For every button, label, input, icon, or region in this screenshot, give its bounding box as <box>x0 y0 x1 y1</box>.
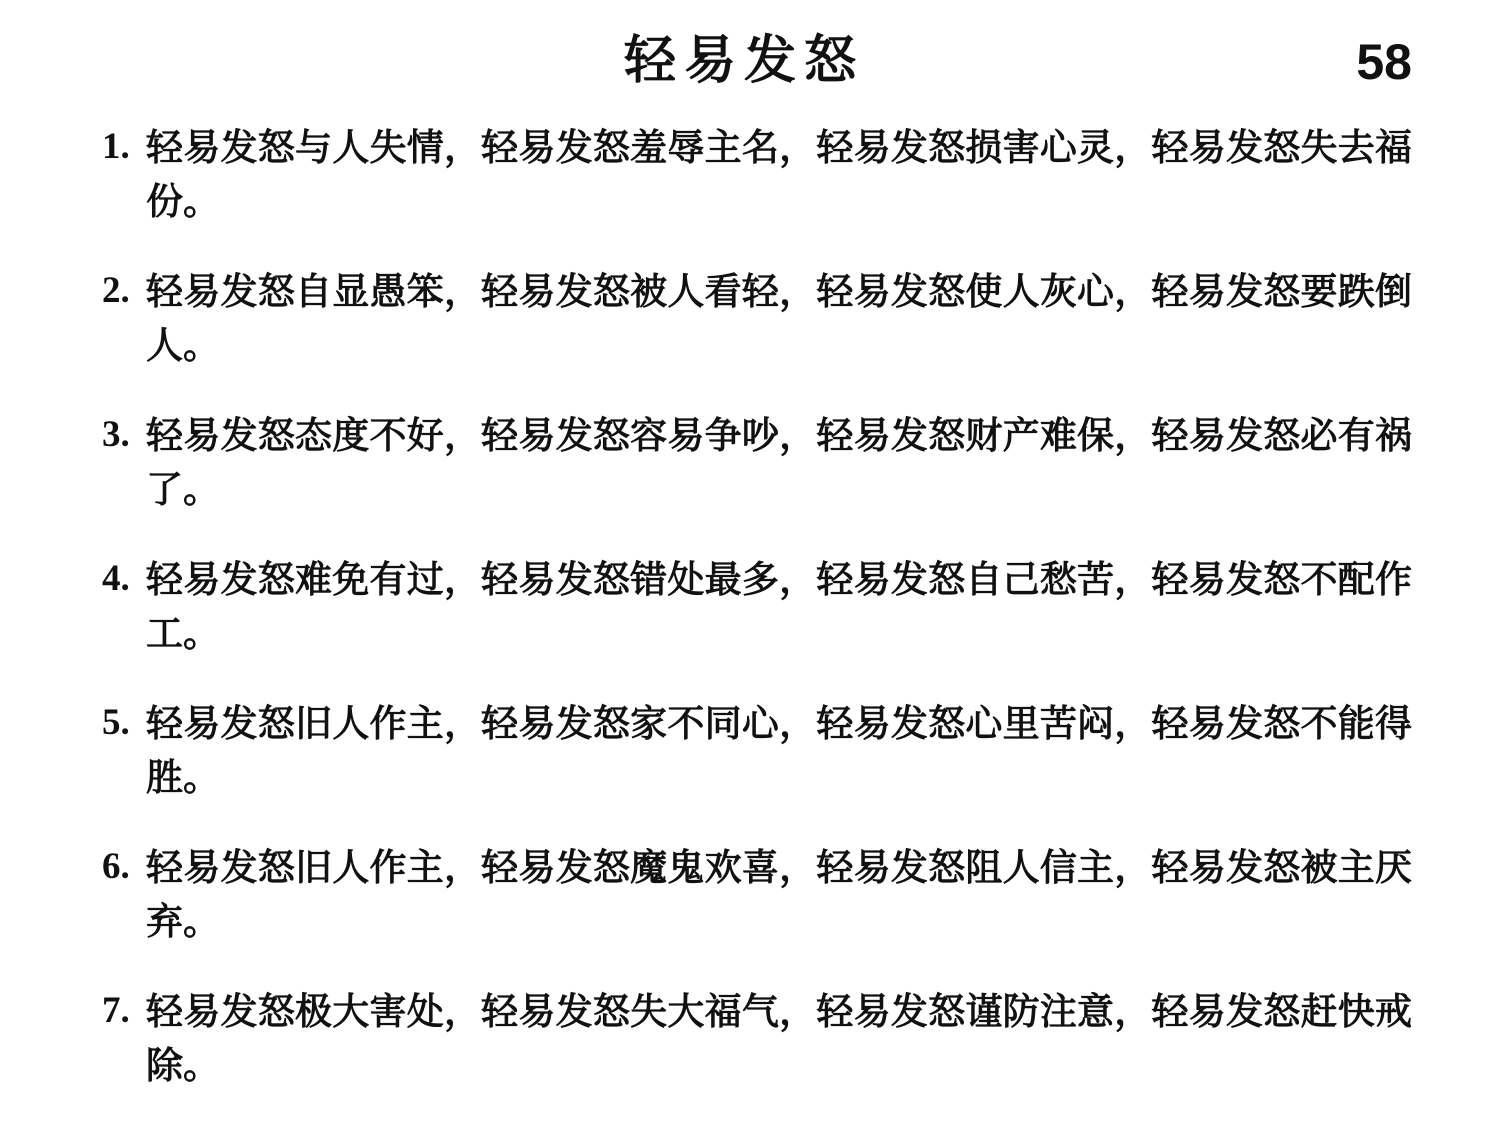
item-text: 轻易发怒难免有过，轻易发怒错处最多，轻易发怒自己愁苦，轻易发怒不配作工。 <box>146 557 1412 655</box>
list-item <box>102 552 1412 660</box>
item-text: 轻易发怒自显愚笨，轻易发怒被人看轻，轻易发怒使人灰心，轻易发怒要跌倒人。 <box>146 269 1412 367</box>
item-number: 5. <box>102 702 130 743</box>
item-text: 轻易发怒旧人作主，轻易发怒魔鬼欢喜，轻易发怒阻人信主，轻易发怒被主厌弃。 <box>146 845 1412 943</box>
item-number: 1. <box>102 126 130 167</box>
list-item <box>102 984 1412 1092</box>
item-text: 轻易发怒与人失情，轻易发怒羞辱主名，轻易发怒损害心灵，轻易发怒失去福份。 <box>146 125 1412 223</box>
list-item <box>102 264 1412 372</box>
verse-list <box>102 120 1412 1128</box>
item-text: 轻易发怒极大害处，轻易发怒失大福气，轻易发怒谨防注意，轻易发怒赶快戒除。 <box>146 989 1412 1087</box>
list-item <box>102 408 1412 516</box>
item-number: 2. <box>102 270 130 311</box>
item-number: 3. <box>102 414 130 455</box>
list-item <box>102 696 1412 804</box>
item-number: 7. <box>102 990 130 1031</box>
item-text: 轻易发怒旧人作主，轻易发怒家不同心，轻易发怒心里苦闷，轻易发怒不能得胜。 <box>146 701 1412 799</box>
item-number: 4. <box>102 558 130 599</box>
item-number: 6. <box>102 846 130 887</box>
list-item <box>102 120 1412 228</box>
page-number: 58 <box>1356 34 1412 90</box>
list-item <box>102 840 1412 948</box>
item-text: 轻易发怒态度不好，轻易发怒容易争吵，轻易发怒财产难保，轻易发怒必有祸了。 <box>146 413 1412 511</box>
page-title: 轻易发怒 <box>623 31 864 91</box>
